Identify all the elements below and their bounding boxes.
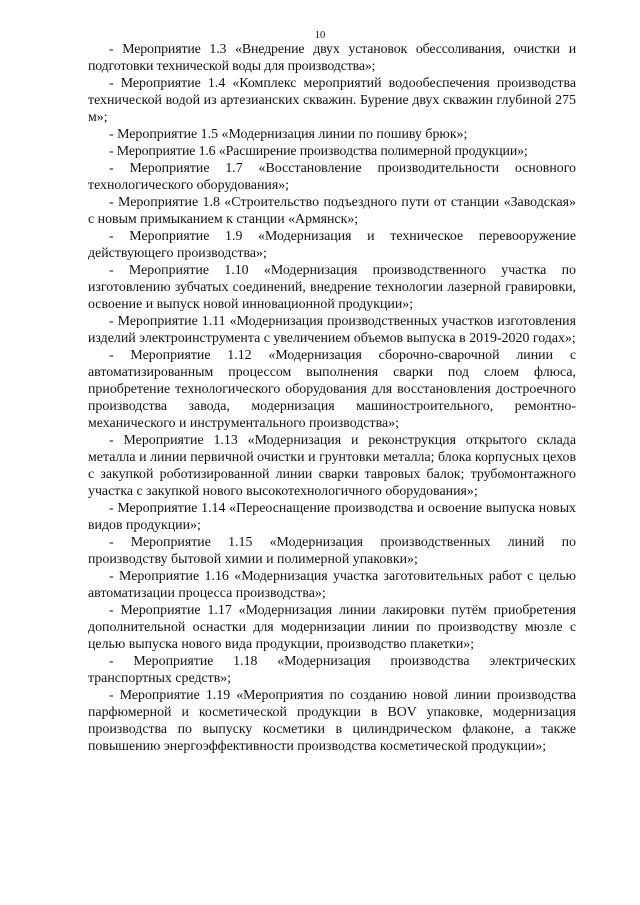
list-item: - Мероприятие 1.17 «Модернизация линии лакировки путём приобретения дополнительной оснастки для модернизации линии по производству мюзле с целью выпуска нового вида продукции, производство плакетки»; bbox=[88, 603, 576, 652]
list-item: - Мероприятие 1.8 «Строительство подъездного пути от станции «Заводская» с новым примыканием к станции «Армянск»; bbox=[88, 195, 576, 227]
list-item: - Мероприятие 1.16 «Модернизация участка заготовительных работ с целью автоматизации процесса производства»; bbox=[88, 569, 576, 601]
list-item: - Мероприятие 1.10 «Модернизация производственного участка по изготовлению зубчатых соединений, внедрение технологии лазерной гравировки, освоение и выпуск новой инновационной продукции»; bbox=[88, 263, 576, 312]
list-item: - Мероприятие 1.5 «Модернизация линии по пошиву брюк»; bbox=[109, 127, 468, 142]
list-item: - Мероприятие 1.13 «Модернизация и реконструкция открытого склада металла и линии первичной очистки и грунтовки металла; блока корпусных цехов с закупкой роботизированной линии сварки тавровых балок; трубомонтажного участка с закупкой нового высокотехнологичного оборудования»; bbox=[88, 433, 576, 499]
list-item: - Мероприятие 1.6 «Расширение производства полимерной продукции»; bbox=[109, 144, 528, 159]
list-item: - Мероприятие 1.15 «Модернизация производственных линий по производству бытовой химии и полимерной упаковки»; bbox=[88, 535, 576, 567]
list-item: - Мероприятие 1.18 «Модернизация производства электрических транспортных средств»; bbox=[88, 654, 576, 686]
list-item: - Мероприятие 1.7 «Восстановление производительности основного технологического оборудования»; bbox=[88, 161, 576, 193]
page-number: 10 bbox=[314, 30, 326, 41]
document-body bbox=[88, 41, 576, 755]
list-item: - Мероприятие 1.19 «Мероприятия по созданию новой линии производства парфюмерной и косметической продукции в BOV упаковке, модернизация производства по выпуску косметики в цилиндрическом флаконе, а также повышению энергоэффективности производства косметической продукции»; bbox=[88, 688, 576, 754]
list-item: - Мероприятие 1.9 «Модернизация и техническое перевооружение действующего производства»; bbox=[88, 229, 576, 261]
list-item: - Мероприятие 1.11 «Модернизация производственных участков изготовления изделий электроинструмента с увеличением объемов выпуска в 2019-2020 годах»; bbox=[88, 314, 576, 346]
list-item: - Мероприятие 1.3 «Внедрение двух установок обессоливания, очистки и подготовки технической воды для производства»; bbox=[88, 42, 576, 74]
list-item: - Мероприятие 1.12 «Модернизация сборочно-сварочной линии с автоматизированным процессом выполнения сварки под слоем флюса, приобретение технологического оборудования для восстановления достроечного производства завода, модернизация машиностроительного, ремонтно-механического и инструментального производства»; bbox=[88, 348, 576, 431]
list-item: - Мероприятие 1.14 «Переоснащение производства и освоение выпуска новых видов продукции»; bbox=[88, 501, 576, 533]
list-item: - Мероприятие 1.4 «Комплекс мероприятий водообеспечения производства технической водой из артезианских скважин. Бурение двух скважин глубиной 275 м»; bbox=[88, 76, 576, 125]
